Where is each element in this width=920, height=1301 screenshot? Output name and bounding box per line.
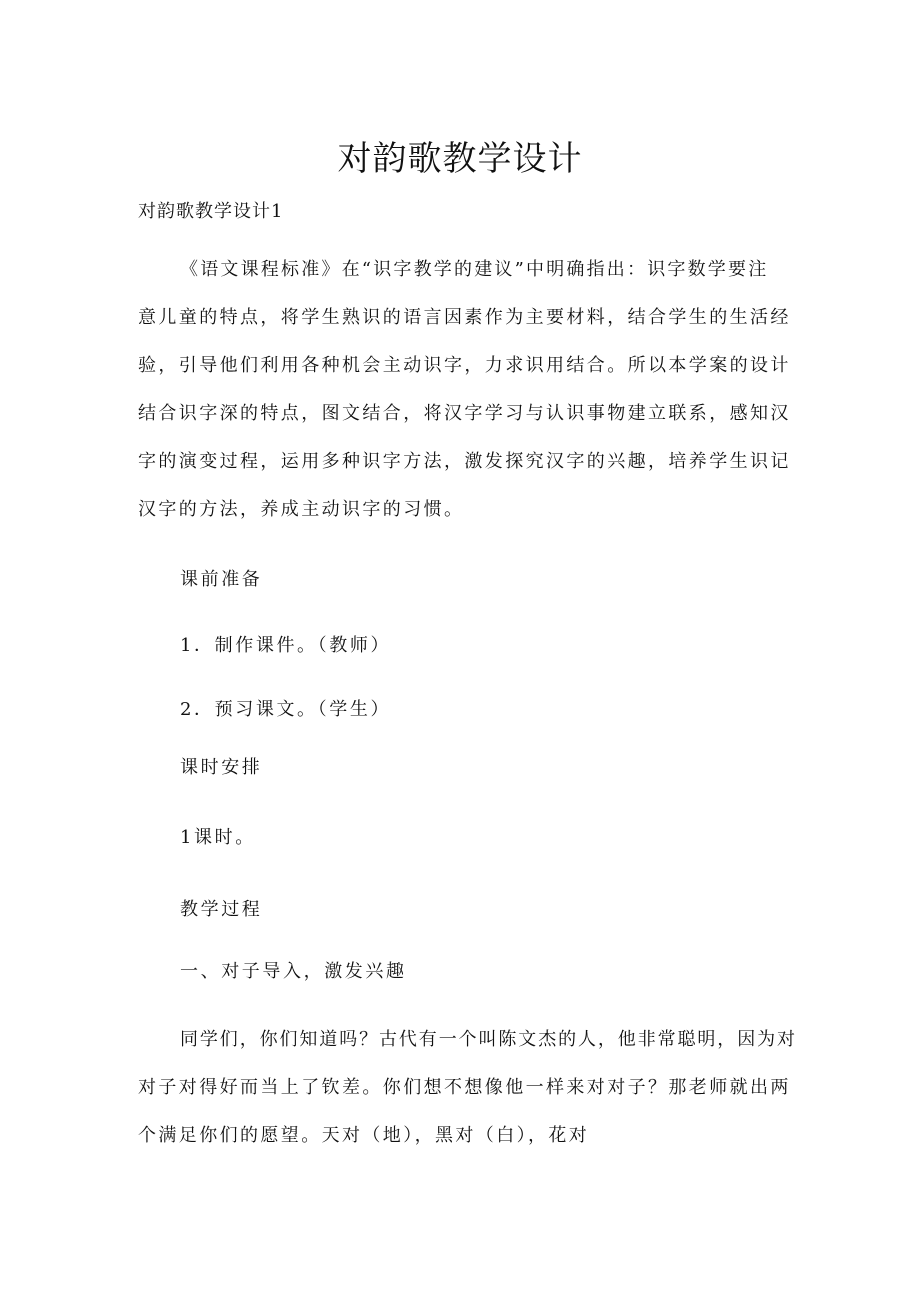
intro-line-3: 验，引导他们利用各种机会主动识字，力求识用结合。所以本学案的设计: [138, 355, 791, 376]
prep-heading: 课前准备: [180, 569, 263, 590]
prep-item-1: 1．制作课件。（教师）: [180, 635, 392, 656]
section-title: 对韵歌教学设计1: [138, 201, 284, 222]
intro-line-4: 结合识字深的特点，图文结合，将汉字学习与认识事物建立联系，感知汉: [138, 403, 791, 424]
step1-line-1: 同学们，你们知道吗？古代有一个叫陈文杰的人，他非常聪明，因为对: [180, 1029, 797, 1050]
intro-line-2: 意儿童的特点，将学生熟识的语言因素作为主要材料，结合学生的生活经: [138, 307, 791, 328]
document-title: 对韵歌教学设计: [337, 139, 583, 179]
step1-line-3: 个满足你们的愿望。天对（地），黑对（白），花对: [138, 1125, 590, 1146]
process-heading: 教学过程: [180, 899, 263, 920]
step1-line-2: 对子对得好而当上了钦差。你们想不想像他一样来对对子？那老师就出两: [138, 1077, 791, 1098]
intro-line-6: 汉字的方法，养成主动识字的习惯。: [138, 499, 465, 520]
prep-item-2: 2．预习课文。（学生）: [180, 699, 392, 720]
schedule-heading: 课时安排: [180, 757, 263, 778]
step1-heading: 一、对子导入，激发兴趣: [180, 961, 407, 982]
intro-line-1: 《语文课程标准》在“识字教学的建议”中明确指出：识字数学要注: [180, 259, 769, 280]
intro-line-5: 字的演变过程，运用多种识字方法，激发探究汉字的兴趣，培养学生识记: [138, 451, 791, 472]
schedule-value: 1课时。: [180, 827, 256, 848]
